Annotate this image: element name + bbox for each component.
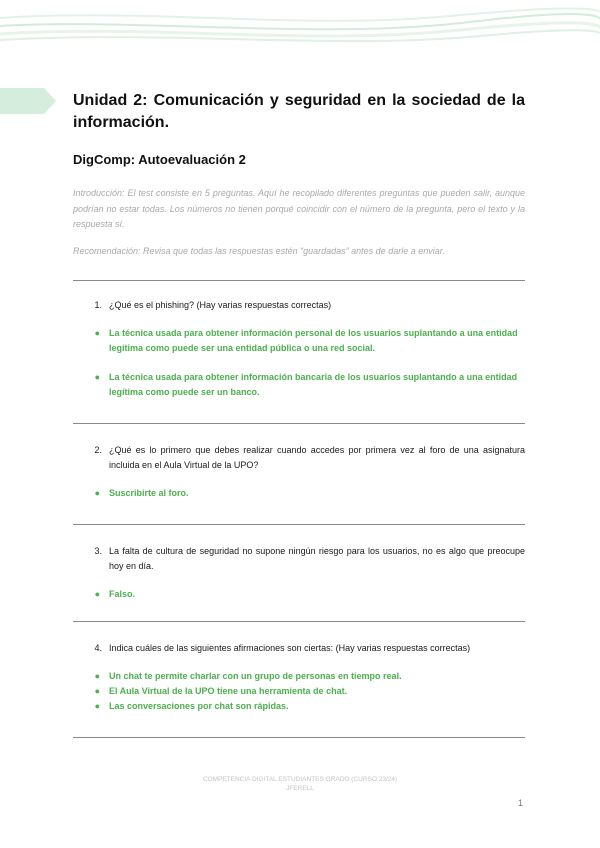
answer-text: La técnica usada para obtener información personal de los usuarios suplantando a una entidad legítima como puede ser una entidad pública o una red social. <box>109 327 518 353</box>
question-2 <box>73 443 525 473</box>
bullet-icon: ● <box>94 371 100 382</box>
intro-paragraph: Introducción: El test consiste en 5 preguntas. Aquí he recopilado diferentes preguntas que pueden salir, aunque podrían no estar todas. Los números no tienen porqué coincidir con el número de la pregunta, pero el texto y la respuesta sí. <box>73 188 525 229</box>
answer-item <box>73 587 525 602</box>
document-body <box>73 90 525 738</box>
answers-list <box>73 486 525 501</box>
page-subtitle: DigComp: Autoevaluación 2 <box>73 152 246 167</box>
decorative-side-tab <box>0 88 56 114</box>
divider <box>73 621 525 622</box>
answer-item <box>73 684 525 699</box>
bullet-icon: ● <box>94 588 100 599</box>
answers-list <box>73 587 525 602</box>
answer-item <box>73 486 525 501</box>
bullet-icon: ● <box>94 670 100 681</box>
answer-text: Un chat te permite charlar con un grupo de personas en tiempo real. <box>109 670 402 681</box>
question-text: Indica cuáles de las siguientes afirmaciones son ciertas: (Hay varias respuestas correctas) <box>109 642 471 653</box>
question-number: 2. <box>94 444 102 455</box>
question-1 <box>73 298 525 313</box>
question-3 <box>73 544 525 574</box>
bullet-icon: ● <box>94 685 100 696</box>
page-title: Unidad 2: Comunicación y seguridad en la sociedad de la información. <box>73 92 525 131</box>
answer-text: El Aula Virtual de la UPO tiene una herramienta de chat. <box>109 685 348 696</box>
answer-item <box>73 326 525 356</box>
answer-item <box>73 669 525 684</box>
bullet-icon: ● <box>94 327 100 338</box>
page-footer <box>0 775 600 793</box>
question-text: ¿Qué es lo primero que debes realizar cuando accedes por primera vez al foro de una asignatura incluida en el Aula Virtual de la UPO? <box>109 444 525 470</box>
question-4 <box>73 641 525 656</box>
answer-item <box>73 370 525 400</box>
answer-text: Falso. <box>109 588 136 599</box>
answers-list <box>73 326 525 400</box>
decorative-top-waves <box>0 0 600 60</box>
question-number: 4. <box>94 642 102 653</box>
divider <box>73 423 525 424</box>
answer-item <box>73 699 525 714</box>
question-text: La falta de cultura de seguridad no supone ningún riesgo para los usuarios, no es algo que preocupe hoy en día. <box>109 545 525 571</box>
answer-text: La técnica usada para obtener información bancaria de los usuarios suplantando a una entidad legítima como puede ser un banco. <box>109 371 518 397</box>
question-number: 1. <box>94 299 102 310</box>
divider <box>73 524 525 525</box>
answer-text: Las conversaciones por chat son rápidas. <box>109 700 289 711</box>
page-number: 1 <box>518 798 524 808</box>
bullet-icon: ● <box>94 700 100 711</box>
bullet-icon: ● <box>94 487 100 498</box>
divider <box>73 737 525 738</box>
recommendation-paragraph: Recomendación: Revisa que todas las respuestas estén “guardadas” antes de darle a enviar. <box>73 245 445 256</box>
answer-text: Suscribirte al foro. <box>109 487 189 498</box>
divider <box>73 280 525 281</box>
footer-author: JFERELL <box>286 785 314 792</box>
footer-course: COMPETENCIA DIGITAL ESTUDIANTES GRADO (CURSO 23/24) <box>202 776 398 783</box>
question-number: 3. <box>94 545 102 556</box>
question-text: ¿Qué es el phishing? (Hay varias respuestas correctas) <box>109 299 332 310</box>
answers-list <box>73 669 525 714</box>
